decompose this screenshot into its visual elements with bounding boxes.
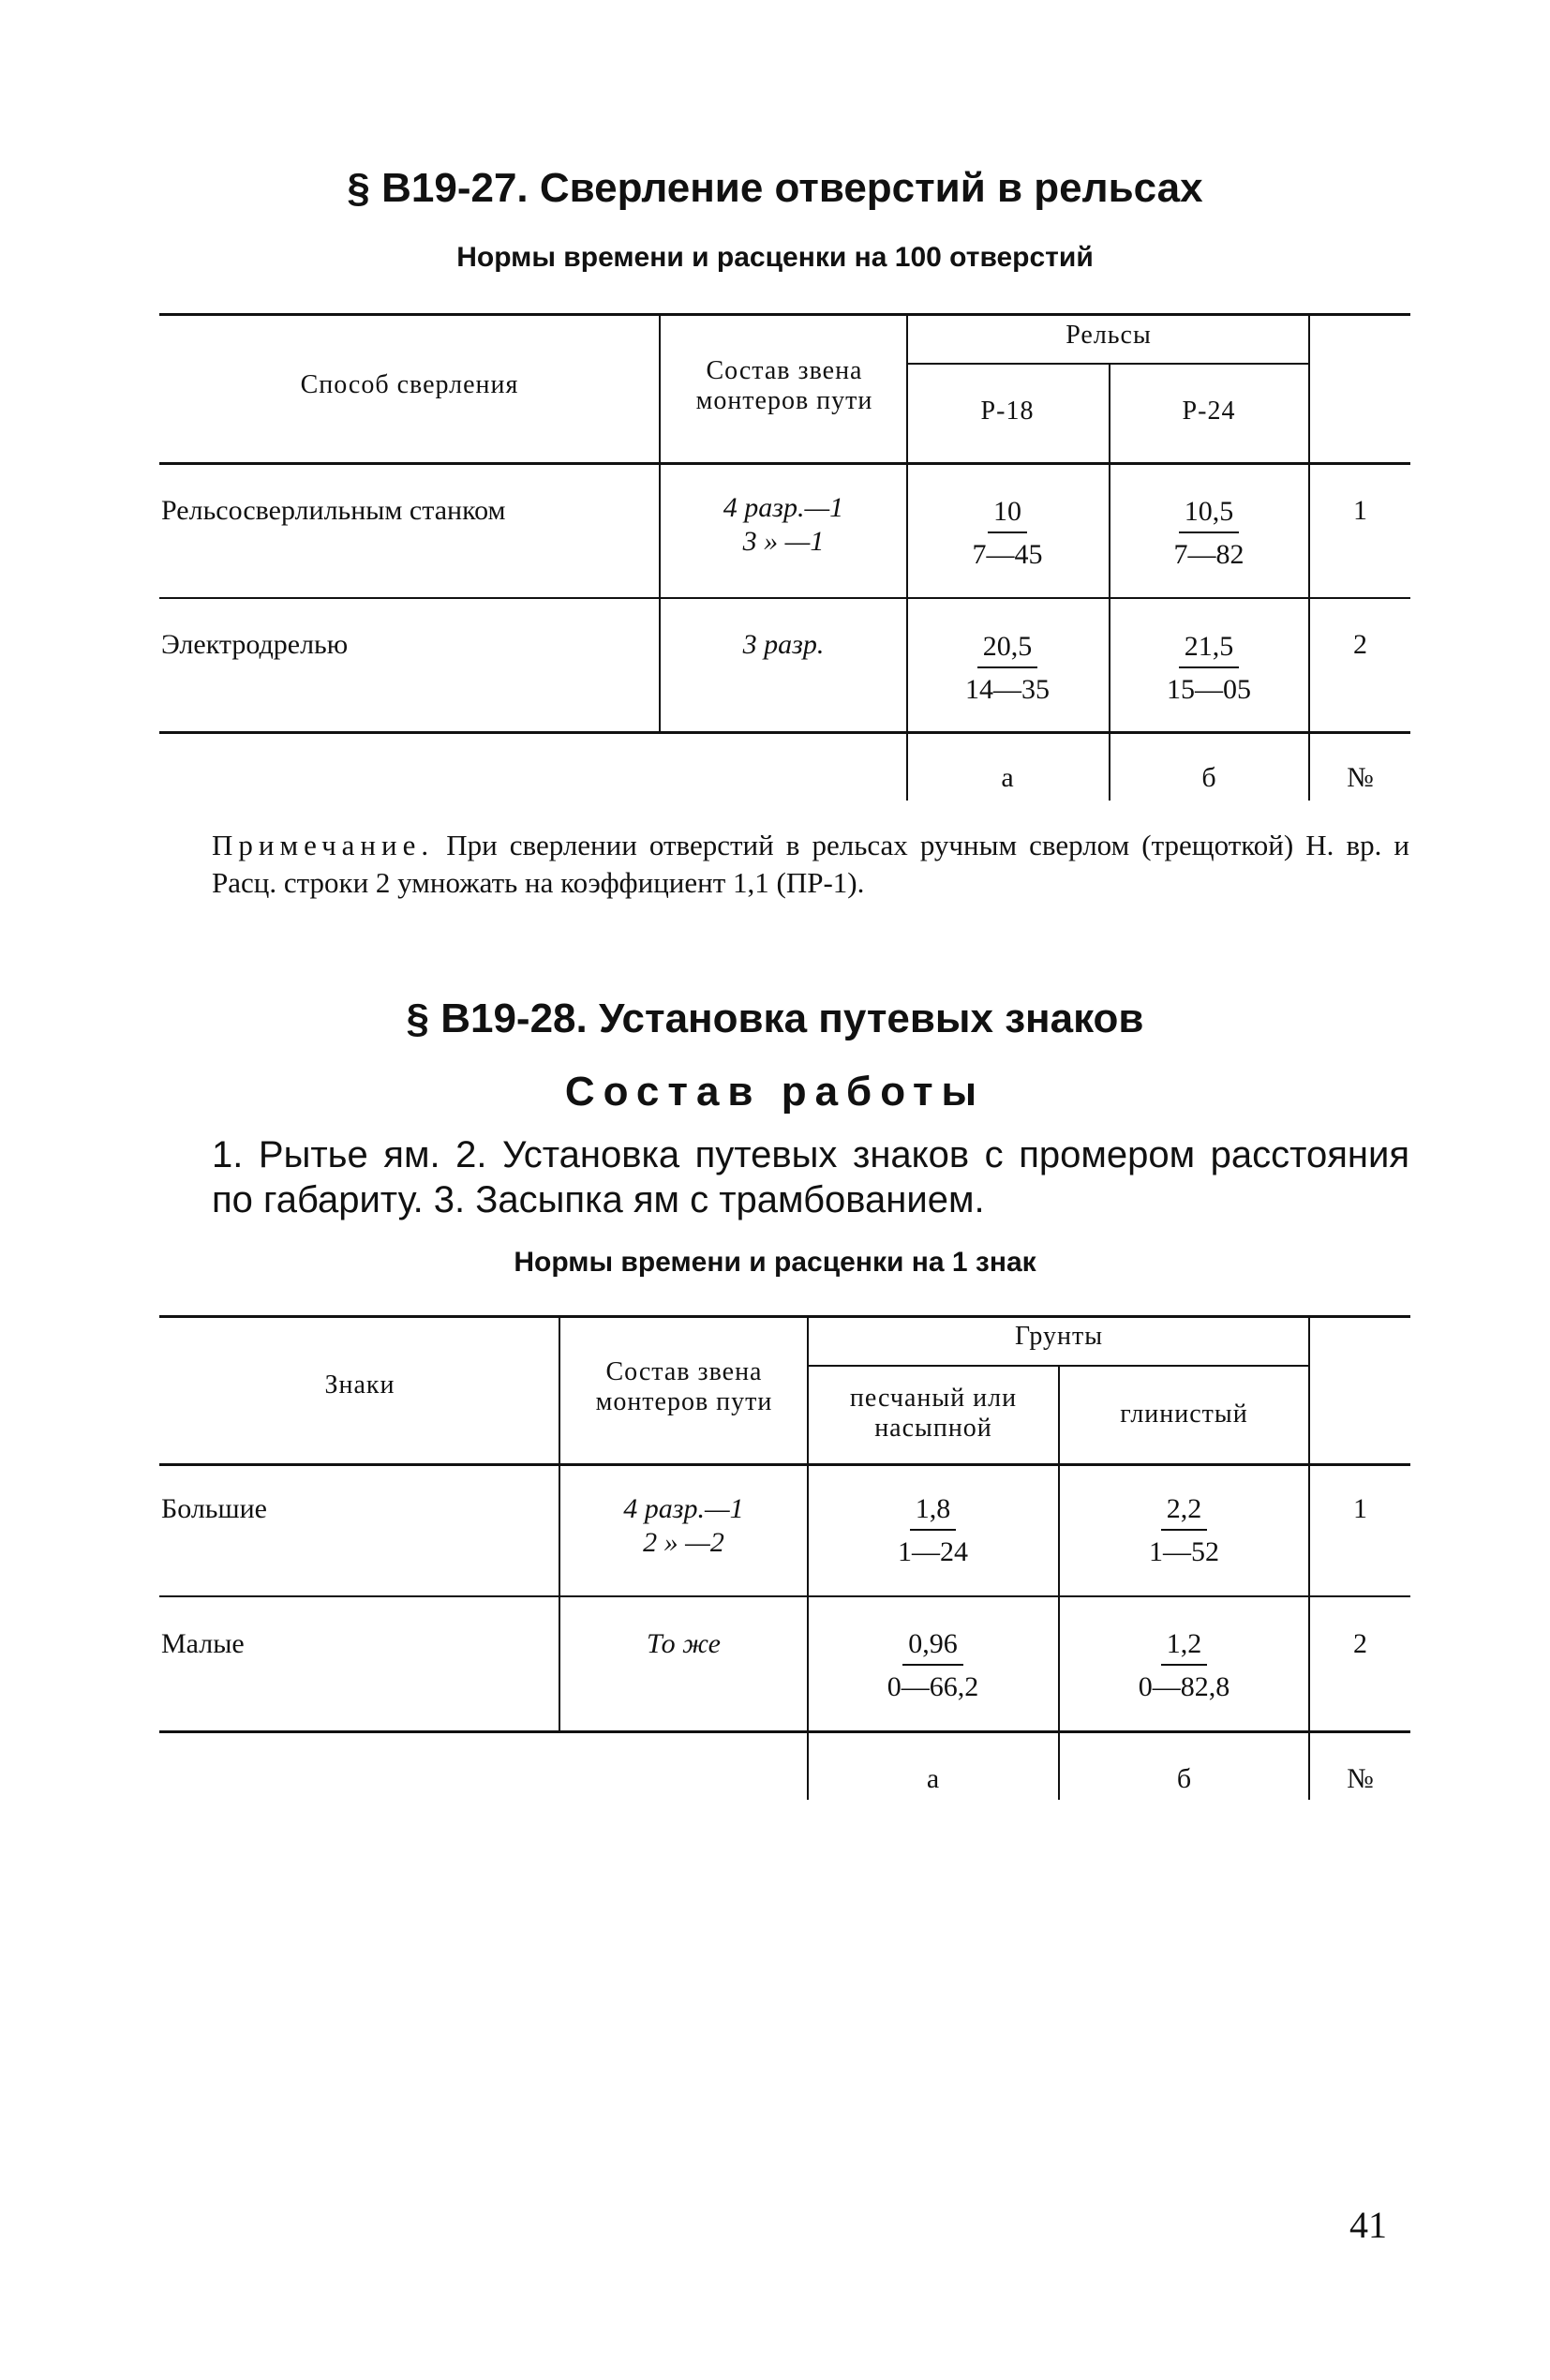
table1-bottom-rule bbox=[159, 731, 1410, 734]
table1-row1-crew-line2: 3 » —1 bbox=[742, 526, 825, 557]
table2-row2-num: 2 bbox=[1353, 1628, 1367, 1659]
table1-footer-b: б bbox=[1201, 762, 1216, 793]
table2-row1-b bbox=[1060, 1492, 1308, 1569]
table2-footer-a: а bbox=[926, 1763, 940, 1794]
table1-row1-method: Рельсосверлильным станком bbox=[161, 495, 506, 526]
table2-row2-b-rate: 0—82,8 bbox=[1138, 1671, 1230, 1702]
table1-row1-a-norm: 10 bbox=[988, 495, 1027, 533]
table1-row2-num: 2 bbox=[1353, 629, 1367, 660]
section1-subtitle: Нормы времени и расценки на 100 отверстий bbox=[456, 242, 1094, 273]
table1-row1-b bbox=[1110, 495, 1308, 572]
table2-row1-a-norm: 1,8 bbox=[910, 1492, 957, 1531]
table1-row2-b-norm: 21,5 bbox=[1179, 630, 1240, 668]
table1-header-method: Способ сверления bbox=[300, 370, 519, 399]
table2-row2-a-norm: 0,96 bbox=[902, 1627, 963, 1666]
page-number: 41 bbox=[1349, 2204, 1387, 2246]
table1-header-b: Р-24 bbox=[1182, 397, 1236, 426]
table2-bottom-rule bbox=[159, 1730, 1410, 1733]
table1-footer-num: № bbox=[1347, 762, 1374, 793]
table2-footer-num: № bbox=[1347, 1763, 1374, 1794]
table2-row1-crew-line2: 2 » —2 bbox=[643, 1527, 724, 1558]
table1-row1-crew-line1: 4 разр.—1 bbox=[723, 492, 844, 523]
table2-row-rule bbox=[159, 1595, 1410, 1597]
table1-row-rule bbox=[159, 597, 1410, 599]
table2-row1-a bbox=[808, 1492, 1058, 1569]
table1-row2-b-rate: 15—05 bbox=[1167, 674, 1251, 705]
table2-row2-a-rate: 0—66,2 bbox=[887, 1671, 979, 1702]
table2-row2-b-norm: 1,2 bbox=[1161, 1627, 1208, 1666]
section1-title: § В19-27. Сверление отверстий в рельсах bbox=[347, 165, 1203, 211]
table2-vline-4 bbox=[1308, 1315, 1310, 1800]
table2-header-group: Грунты bbox=[1014, 1322, 1104, 1351]
table1-vline-4 bbox=[1308, 313, 1310, 801]
table1-row2-a-norm: 20,5 bbox=[977, 630, 1038, 668]
table2-header-sign: Знаки bbox=[324, 1370, 395, 1400]
table1-row1-b-norm: 10,5 bbox=[1179, 495, 1240, 533]
table2-header-rule bbox=[159, 1463, 1410, 1466]
note-text: При сверлении отверстий в рельсах ручным сверлом (трещоткой) Н. вр. и Расц. строки 2 умножать на коэффициент 1,1 (ПР-1). bbox=[212, 829, 1410, 899]
table2-row2-b bbox=[1060, 1627, 1308, 1704]
table2-row1-b-rate: 1—52 bbox=[1149, 1536, 1219, 1567]
table1-row2-method: Электродрелью bbox=[161, 629, 349, 660]
table1-row2-a-rate: 14—35 bbox=[965, 674, 1050, 705]
table1-top-rule bbox=[159, 313, 1410, 316]
table1-header-rule bbox=[159, 462, 1410, 465]
table2-row1-num: 1 bbox=[1353, 1493, 1367, 1524]
section2-title: § В19-28. Установка путевых знаков bbox=[406, 995, 1144, 1041]
table1-header-a: Р-18 bbox=[980, 397, 1035, 426]
table2-top-rule bbox=[159, 1315, 1410, 1318]
table1-row2-b bbox=[1110, 630, 1308, 707]
table1-vline-3 bbox=[1109, 363, 1110, 801]
section2-subtitle: Нормы времени и расценки на 1 знак bbox=[514, 1247, 1036, 1278]
table2-row1-sign: Большие bbox=[161, 1493, 267, 1524]
table2-row2-a bbox=[808, 1627, 1058, 1704]
table2-header-a: песчаный или насыпной bbox=[849, 1384, 1018, 1443]
table1-row2-a bbox=[907, 630, 1108, 707]
table2-header-b: глинистый bbox=[1120, 1400, 1248, 1429]
table1-footer-a: а bbox=[1001, 762, 1014, 793]
table2-row2-crew-line1: То же bbox=[647, 1628, 721, 1659]
work-composition-heading: Состав работы bbox=[564, 1069, 986, 1115]
table1-row1-num: 1 bbox=[1353, 495, 1367, 526]
note-label: Примечание. bbox=[212, 829, 435, 861]
work-composition-text: 1. Рытье ям. 2. Установка путевых знаков с промером расстояния по габариту. 3. Засыпка ям с трамбованием. bbox=[212, 1134, 1409, 1220]
table1-row1-a bbox=[907, 495, 1108, 572]
table2-row1-b-norm: 2,2 bbox=[1161, 1492, 1208, 1531]
table2-row2-sign: Малые bbox=[161, 1628, 245, 1659]
section1-note bbox=[212, 827, 1409, 902]
table2-row1-crew-line1: 4 разр.—1 bbox=[623, 1493, 744, 1524]
table1-header-group: Рельсы bbox=[1066, 321, 1152, 350]
table2-row1-a-rate: 1—24 bbox=[898, 1536, 968, 1567]
table1-header-crew: Состав звена монтеров пути bbox=[695, 356, 873, 415]
table2-header-crew: Состав звена монтеров пути bbox=[595, 1357, 773, 1416]
table2-footer-b: б bbox=[1176, 1763, 1192, 1794]
table1-row1-b-rate: 7—82 bbox=[1173, 539, 1244, 570]
table2-vline-3 bbox=[1058, 1365, 1060, 1800]
table1-row2-crew-line1: 3 разр. bbox=[742, 629, 825, 660]
table1-row1-a-rate: 7—45 bbox=[972, 539, 1043, 570]
